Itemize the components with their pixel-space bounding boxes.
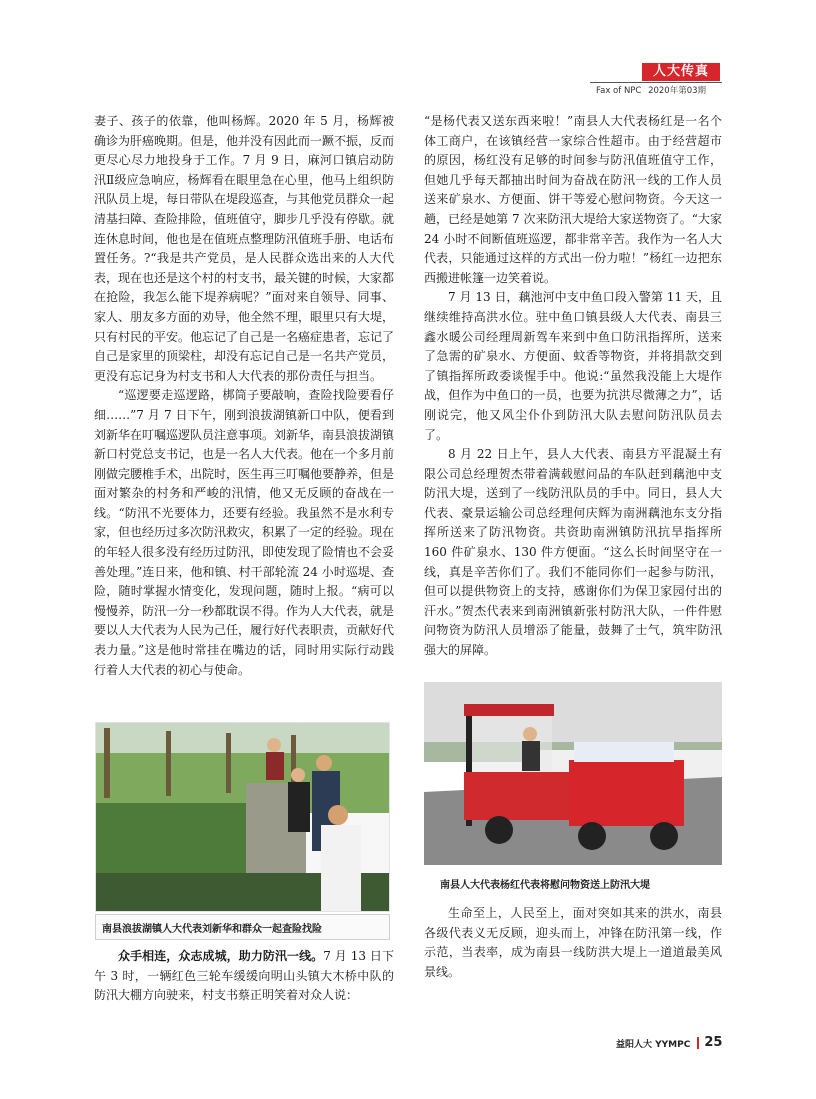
paragraph: “是杨代表又送东西来啦！”南县人大代表杨红是一名个体工商户，在该镇经营一家综合性超市。由于经营超市的原因，杨红没有足够的时间参与防汛值班值守工作，但她几乎每天都抽出时间为奋战在防汛一线的工作人员送来矿泉水、方便面、饼干等爱心慰问物资。今天这一趟，已经是她第 7 次来防汛大堤给大家送物资了。“大家 24 小时不间断值班巡逻，都非常辛苦。我作为一名人大代表，只能通过这样的方式出一份力啦！”杨红一边把东西搬进帐篷一边笑着说。 <box>424 114 722 285</box>
right-text-column <box>424 112 722 661</box>
supplies-delivery-image <box>424 682 722 865</box>
right-bottom-text <box>424 904 722 982</box>
page-footer <box>616 1032 722 1051</box>
flood-inspection-image <box>96 723 389 911</box>
issue-label: 2020年第03期 <box>648 86 707 96</box>
paragraph-body: 7 月 13 日下午 3 时，一辆红色三轮车缓缓向明山头镇大木桥中队的防汛大棚方向驶来，村支书蔡正明笑着对众人说： <box>94 949 394 1003</box>
paragraph: 7 月 13 日，藕池河中支中鱼口段入警第 11 天，且继续维持高洪水位。驻中鱼口镇县级人大代表、南县三鑫水暖公司经理周新驾车来到中鱼口防汛指挥所，送来了急需的矿泉水、方便面、蚊香等物资，并将捐款交到了镇指挥所政委谈惺手中。他说:“虽然我没能上大堤作战，但作为中鱼口的一员，也要为抗洪尽微薄之力”，话刚说完，他又风尘仆仆到防汛大队去慰问防汛队员去了。 <box>424 290 722 442</box>
photo-caption: 南县浪拔湖镇人大代表刘新华和群众一起查险找险 <box>102 924 322 935</box>
left-text-column <box>94 112 394 680</box>
magazine-name: 益阳人大 YYMPC <box>616 1040 691 1050</box>
photo-flood-inspection <box>95 722 390 912</box>
photo-supplies-delivery <box>424 682 722 865</box>
header-subtitle <box>596 84 706 96</box>
paragraph: 8 月 22 日上午，县人大代表、南县方平混凝土有限公司总经理贺杰带着满载慰问品的车队赶到藕池中支防汛大堤，送到了一线防汛队员的手中。同日，县人大代表、豪景运输公司总经理何庆辉为南洲藕池东支分指挥所送来了防汛物资。共资助南洲镇防汛抗旱指挥所 160 件矿泉水、130 件方便面。“这么长时间坚守在一线，真是辛苦你们了。我们不能同你们一起参与防汛，但可以提供物资上的支持，感谢你们为保卫家园付出的汗水。”贺杰代表来到南洲镇新张村防汛大队，一件件慰问物资为防汛人员增添了能量，鼓舞了士气，筑牢防汛强大的屏障。 <box>424 447 722 658</box>
photo-caption: 南县人大代表杨红代表将慰问物资送上防汛大堤 <box>440 880 650 891</box>
paragraph: 妻子、孩子的依靠，他叫杨辉。2020 年 5 月，杨辉被确诊为肝癌晚期。但是，他并没有因此而一蹶不振，反而更尽心尽力地投身于工作。7 月 9 日，麻河口镇启动防汛Ⅱ级应急响应，杨辉看在眼里急在心里，他马上组织防汛队员上堤，每日带队在堤段巡查，与其他党员群众一起清基扫障、查险排险，值班值守，脚步几乎没有停歇。就连休息时间，他也是在值班点整理防汛值班手册、电话布置任务。?“我是共产党员，是人民群众选出来的人大代表，现在也还是这个村的村支书，最关键的时候，大家都在抢险，我怎么能下堤养病呢？”面对来自领导、同事、家人、朋友多方面的劝导，他全然不理，眼里只有大堤，只有村民的平安。他忘记了自己是一名癌症患者，忘记了自己是家里的顶梁柱，却没有忘记自己是一名共产党员，更没有忘记身为村支书和人大代表的那份责任与担当。 <box>94 114 395 383</box>
lead-heading: 众手相连，众志成城，助力防汛一线。 <box>118 949 324 963</box>
page-number: 25 <box>704 1035 723 1050</box>
section-badge: 人大传真 <box>642 63 720 81</box>
paragraph <box>94 947 394 1006</box>
paragraph: “巡逻要走巡逻路，梆筒子要敲响，查险找险要看仔细……”7 月 7 日下午，刚到浪拔湖镇新口中队，便看到刘新华在叮嘱巡逻队员注意事项。刘新华，南县浪拔湖镇新口村党总支书记，也是一名人大代表。他在一个多月前刚做完腰椎手术，出院时，医生再三叮嘱他要静养，但是面对繁杂的村务和严峻的汛情，他又无反顾的奋战在一线。“防汛不光要体力，还要有经验。我虽然不是水利专家，但也经历过多次防汛救灾，积累了一定的经验。现在的年轻人很多没有经历过防汛，即使发现了险情也不会妥善处理。”连日来，他和镇、村干部轮流 24 小时巡堤、查险，随时掌握水情变化，发现问题，随时上报。“病可以慢慢养，防汛一分一秒都耽误不得。作为人大代表，就是要以人大代表为人民为己任，履行好代表职责，贡献好代表力量。”这是他时常挂在嘴边的话，同时用实际行动践行着人大代表的初心与使命。 <box>94 388 395 677</box>
left-bottom-text <box>94 947 394 1006</box>
header-divider <box>590 82 722 83</box>
paragraph: 生命至上，人民至上，面对突如其来的洪水，南县各级代表义无反顾，迎头而上，冲锋在防汛第一线，作示范，当表率，成为南县一线防洪大堤上一道道最美风景线。 <box>424 906 722 979</box>
fax-label: Fax of NPC <box>596 86 642 96</box>
footer-divider <box>697 1037 699 1049</box>
